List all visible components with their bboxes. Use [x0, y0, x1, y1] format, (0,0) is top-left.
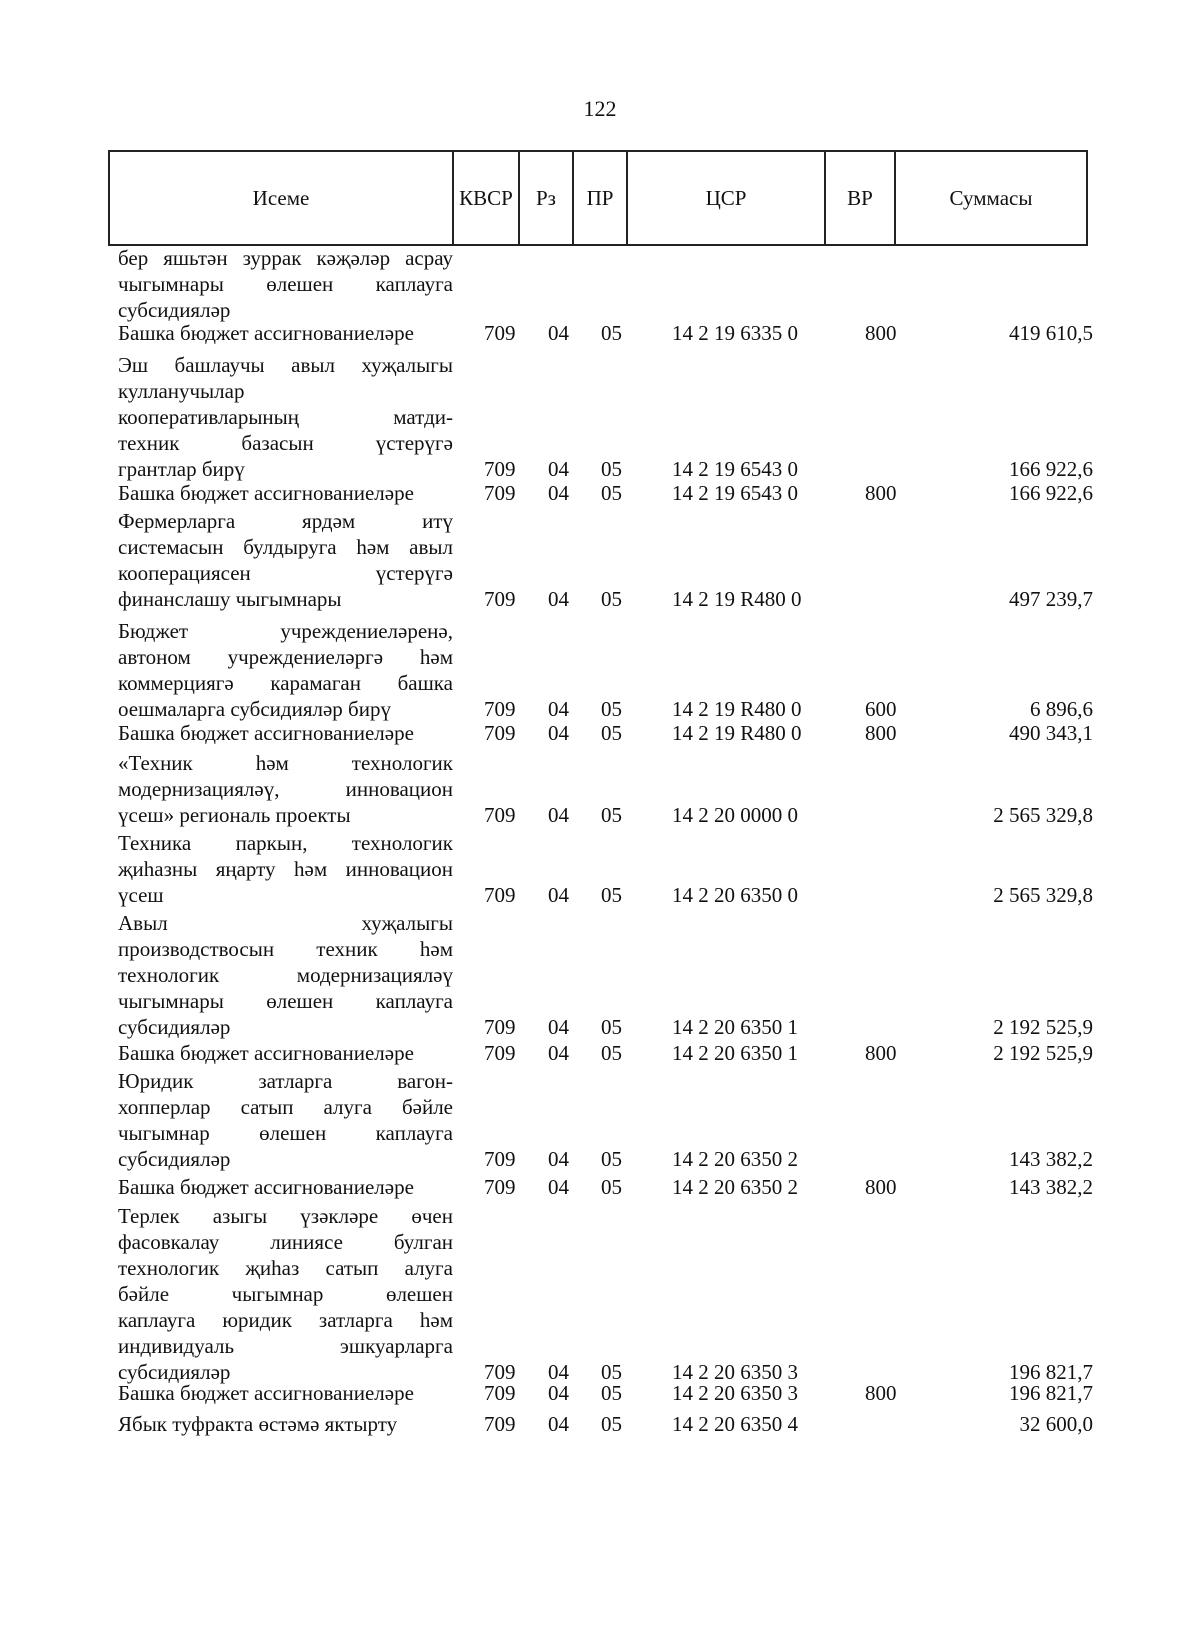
row-name-line: үсеш» региональ проекты [118, 803, 351, 827]
row-name-line: Башка бюджет ассигнованиеләре [118, 1381, 414, 1405]
row-name [118, 508, 453, 612]
cell-vr: 800 [865, 1381, 897, 1405]
row-name-line: субсидияләр [118, 1015, 231, 1039]
row-name-line: чыгымнар өлешен каплауга [118, 1121, 453, 1145]
row-name-line: Ябык туфракта өстәмә яктырту [118, 1412, 398, 1436]
row-name-line: хопперлар сатып алуга бәйле [118, 1095, 453, 1119]
cell-rz: 04 [548, 883, 569, 907]
column-header-vr: ВР [826, 152, 896, 244]
column-header-kvsr: КВСР [454, 152, 520, 244]
cell-pr: 05 [601, 883, 622, 907]
cell-csr: 14 2 20 6350 3 [672, 1360, 798, 1384]
cell-kvsr: 709 [484, 457, 516, 481]
cell-csr: 14 2 20 0000 0 [672, 803, 798, 827]
row-name-line: Башка бюджет ассигнованиеләре [118, 321, 414, 345]
cell-sum: 196 821,7 [1009, 1381, 1093, 1405]
cell-rz: 04 [548, 697, 569, 721]
cell-sum: 419 610,5 [1009, 321, 1093, 345]
table-header [108, 150, 1088, 246]
cell-csr: 14 2 19 6543 0 [672, 457, 798, 481]
table-row [0, 1040, 1200, 1066]
row-name [118, 1411, 453, 1437]
cell-kvsr: 709 [484, 721, 516, 745]
column-header-name: Исеме [110, 152, 454, 244]
cell-rz: 04 [548, 1175, 569, 1199]
row-name [118, 1068, 453, 1172]
cell-pr: 05 [601, 587, 622, 611]
table-row [0, 320, 1200, 346]
cell-pr: 05 [601, 1147, 622, 1171]
row-name-line: индивидуаль эшкуарларга [118, 1334, 453, 1358]
cell-sum: 490 343,1 [1009, 721, 1093, 745]
row-name-line: фасовкалау линиясе булган [118, 1230, 453, 1254]
cell-rz: 04 [548, 803, 569, 827]
row-name-line: кооперативларының матди- [118, 405, 453, 429]
cell-kvsr: 709 [484, 697, 516, 721]
table-row [0, 750, 1200, 828]
row-name [118, 352, 453, 482]
cell-pr: 05 [601, 697, 622, 721]
cell-pr: 05 [601, 457, 622, 481]
row-name-line: автоном учреждениеләргә һәм [118, 645, 453, 669]
cell-pr: 05 [601, 1015, 622, 1039]
cell-csr: 14 2 20 6350 2 [672, 1175, 798, 1199]
row-name-line: финанслашу чыгымнары [118, 587, 342, 611]
cell-csr: 14 2 19 R480 0 [672, 721, 802, 745]
cell-pr: 05 [601, 1381, 622, 1405]
row-name [118, 320, 453, 346]
cell-csr: 14 2 20 6350 2 [672, 1147, 798, 1171]
cell-sum: 196 821,7 [1009, 1360, 1093, 1384]
cell-csr: 14 2 19 6543 0 [672, 481, 798, 505]
row-name-line: «Техник һәм технологик [118, 751, 453, 775]
cell-pr: 05 [601, 803, 622, 827]
row-name [118, 1040, 453, 1066]
cell-kvsr: 709 [484, 321, 516, 345]
cell-kvsr: 709 [484, 1041, 516, 1065]
cell-kvsr: 709 [484, 1175, 516, 1199]
cell-vr: 600 [865, 697, 897, 721]
cell-csr: 14 2 19 6335 0 [672, 321, 798, 345]
cell-rz: 04 [548, 1015, 569, 1039]
cell-pr: 05 [601, 481, 622, 505]
cell-rz: 04 [548, 1412, 569, 1436]
cell-csr: 14 2 20 6350 0 [672, 883, 798, 907]
table-row [0, 1203, 1200, 1385]
cell-csr: 14 2 20 6350 1 [672, 1041, 798, 1065]
cell-rz: 04 [548, 481, 569, 505]
cell-vr: 800 [865, 1175, 897, 1199]
row-name [118, 618, 453, 722]
cell-pr: 05 [601, 1412, 622, 1436]
row-name-line: каплауга юридик затларга һәм [118, 1308, 453, 1332]
cell-pr: 05 [601, 721, 622, 745]
row-name-line: субсидияләр [118, 298, 231, 322]
row-name [118, 1174, 453, 1200]
cell-pr: 05 [601, 1360, 622, 1384]
row-name-line: техник базасын үстерүгә [118, 431, 453, 455]
row-name-line: системасын булдыруга һәм авыл [118, 535, 453, 559]
row-name-line: җиһазны яңарту һәм инновацион [118, 857, 453, 881]
row-name-line: Башка бюджет ассигнованиеләре [118, 481, 414, 505]
cell-rz: 04 [548, 587, 569, 611]
cell-sum: 143 382,2 [1009, 1175, 1093, 1199]
column-header-rz: Рз [520, 152, 574, 244]
row-name [118, 1380, 453, 1406]
row-name-line: Фермерларга ярдәм итү [118, 509, 453, 533]
page-number: 122 [583, 96, 617, 121]
row-name-line: Авыл хуҗалыгы [118, 911, 453, 935]
cell-kvsr: 709 [484, 1381, 516, 1405]
cell-kvsr: 709 [484, 883, 516, 907]
row-name-line: бер яшьтән зуррак кәҗәләр асрау [118, 246, 453, 270]
row-name-line: Башка бюджет ассигнованиеләре [118, 721, 414, 745]
cell-rz: 04 [548, 457, 569, 481]
column-header-pr: ПР [574, 152, 628, 244]
cell-rz: 04 [548, 1147, 569, 1171]
row-name-line: кулланучылар [118, 379, 245, 403]
row-name-line: Башка бюджет ассигнованиеләре [118, 1041, 414, 1065]
row-name-line: коммерциягә карамаган башка [118, 671, 453, 695]
row-name-line: технологик модернизацияләү [118, 963, 453, 987]
cell-sum: 2 192 525,9 [993, 1041, 1093, 1065]
row-name-line: субсидияләр [118, 1360, 231, 1384]
cell-pr: 05 [601, 1175, 622, 1199]
row-name-line: оешмаларга субсидияләр бирү [118, 697, 391, 721]
table-row [0, 508, 1200, 612]
row-name-line: Эш башлаучы авыл хуҗалыгы [118, 353, 453, 377]
cell-sum: 166 922,6 [1009, 457, 1093, 481]
cell-kvsr: 709 [484, 587, 516, 611]
table-row [0, 720, 1200, 746]
row-name-line: Бюджет учреждениеләренә, [118, 619, 453, 643]
table-row [0, 830, 1200, 908]
row-name-line: кооперациясен үстерүгә [118, 561, 453, 585]
cell-sum: 143 382,2 [1009, 1147, 1093, 1171]
row-name-line: субсидияләр [118, 1147, 231, 1171]
row-name-line: чыгымнары өлешен каплауга [118, 989, 453, 1013]
cell-pr: 05 [601, 1041, 622, 1065]
cell-kvsr: 709 [484, 1360, 516, 1384]
row-name [118, 720, 453, 746]
table-row [0, 245, 1200, 323]
row-name-line: бәйле чыгымнар өлешен [118, 1282, 453, 1306]
row-name [118, 910, 453, 1040]
column-header-sum: Суммасы [949, 185, 1033, 210]
table-row [0, 1068, 1200, 1172]
cell-csr: 14 2 20 6350 1 [672, 1015, 798, 1039]
cell-sum: 32 600,0 [1019, 1412, 1093, 1436]
row-name [118, 830, 453, 908]
cell-rz: 04 [548, 721, 569, 745]
cell-vr: 800 [865, 721, 897, 745]
cell-kvsr: 709 [484, 1412, 516, 1436]
row-name-line: Техника паркын, технологик [118, 831, 453, 855]
table-row [0, 618, 1200, 722]
cell-kvsr: 709 [484, 1147, 516, 1171]
cell-sum: 2 565 329,8 [993, 803, 1093, 827]
table-row [0, 480, 1200, 506]
row-name-line: Башка бюджет ассигнованиеләре [118, 1175, 414, 1199]
cell-sum: 6 896,6 [1030, 697, 1093, 721]
cell-rz: 04 [548, 1041, 569, 1065]
cell-rz: 04 [548, 1360, 569, 1384]
row-name-line: модернизацияләү, инновацион [118, 777, 453, 801]
row-name-line: чыгымнары өлешен каплауга [118, 272, 453, 296]
cell-vr: 800 [865, 321, 897, 345]
cell-sum: 2 565 329,8 [993, 883, 1093, 907]
cell-csr: 14 2 19 R480 0 [672, 587, 802, 611]
cell-kvsr: 709 [484, 803, 516, 827]
table-row [0, 1411, 1200, 1437]
cell-csr: 14 2 19 R480 0 [672, 697, 802, 721]
cell-vr: 800 [865, 1041, 897, 1065]
row-name [118, 480, 453, 506]
table-row [0, 1380, 1200, 1406]
cell-csr: 14 2 20 6350 3 [672, 1381, 798, 1405]
table-row [0, 1174, 1200, 1200]
cell-rz: 04 [548, 1381, 569, 1405]
cell-sum: 2 192 525,9 [993, 1015, 1093, 1039]
row-name [118, 1203, 453, 1385]
table-row [0, 910, 1200, 1040]
row-name-line: производствосын техник һәм [118, 937, 453, 961]
row-name-line: технологик җиһаз сатып алуга [118, 1256, 453, 1280]
table-row [0, 352, 1200, 482]
cell-pr: 05 [601, 321, 622, 345]
row-name-line: Юридик затларга вагон- [118, 1069, 453, 1093]
cell-sum: 166 922,6 [1009, 481, 1093, 505]
cell-vr: 800 [865, 481, 897, 505]
row-name-line: үсеш [118, 883, 164, 907]
row-name [118, 750, 453, 828]
row-name-line: Терлек азыгы үзәкләре өчен [118, 1204, 453, 1228]
column-header-csr: ЦСР [628, 152, 826, 244]
row-name [118, 245, 453, 323]
cell-csr: 14 2 20 6350 4 [672, 1412, 798, 1436]
cell-sum: 497 239,7 [1009, 587, 1093, 611]
cell-kvsr: 709 [484, 481, 516, 505]
cell-rz: 04 [548, 321, 569, 345]
row-name-line: грантлар бирү [118, 457, 245, 481]
cell-kvsr: 709 [484, 1015, 516, 1039]
